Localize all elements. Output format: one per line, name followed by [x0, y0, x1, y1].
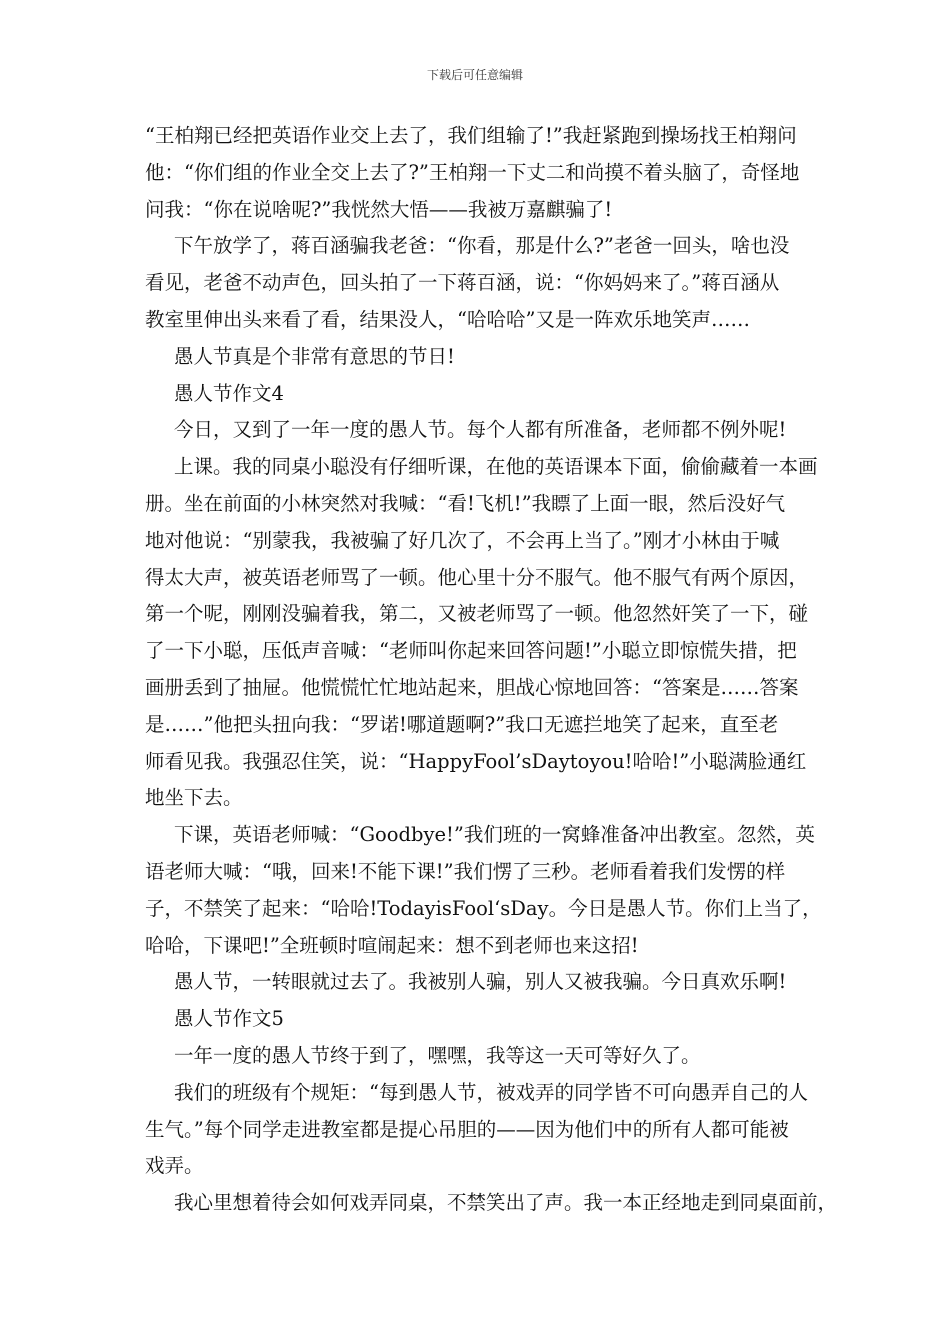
text-line: 地对他说：“别蒙我，我被骗了好几次了，不会再上当了。”刚才小林由于喊: [145, 528, 780, 552]
text-line: 教室里伸出头来看了看，结果没人，“哈哈哈”又是一阵欢乐地笑声……: [145, 307, 750, 331]
text-line: 画册丢到了抽屉。他慌慌忙忙地站起来，胆战心惊地回答：“答案是……答案: [145, 675, 799, 699]
text-line: 子，不禁笑了起来：“哈哈!TodayisFool‘sDay。今日是愚人节。你们上当了，: [145, 896, 822, 920]
text-line: 了一下小聪，压低声音喊：“老师叫你起来回答问题!”小聪立即惊慌失措，把: [145, 639, 797, 663]
text-line: 戏弄。: [145, 1154, 204, 1178]
text-line: 问我：“你在说啥呢?”我恍然大悟——我被万嘉麒骗了!: [145, 197, 613, 221]
text-line: 第一个呢，刚刚没骗着我，第二，又被老师骂了一顿。他忽然奸笑了一下，碰: [145, 602, 809, 626]
text-line: 上课。我的同桌小聪没有仔细听课，在他的英语课本下面，偷偷藏着一本画: [174, 455, 818, 479]
document-body: [145, 118, 838, 1222]
text-line: 一年一度的愚人节终于到了，嘿嘿，我等这一天可等好久了。: [174, 1043, 701, 1067]
text-line: 地坐下去。: [145, 786, 243, 810]
text-line: 愚人节真是个非常有意思的节日!: [174, 344, 455, 368]
text-line: 愚人节作文4: [174, 381, 284, 405]
text-line: “王柏翔已经把英语作业交上去了，我们组输了!”我赶紧跑到操场找王柏翔问: [145, 124, 797, 147]
text-line: 语老师大喊：“哦，回来!不能下课!”我们愣了三秒。老师看着我们发愣的样: [145, 859, 786, 883]
text-line: 我们的班级有个规矩：“每到愚人节，被戏弄的同学皆不可向愚弄自己的人: [174, 1080, 808, 1104]
text-line: 下午放学了，蒋百涵骗我老爸：“你看，那是什么?”老爸一回头，啥也没: [174, 234, 790, 258]
text-line: 他：“你们组的作业全交上去了?”王柏翔一下丈二和尚摸不着头脑了，奇怪地: [145, 160, 800, 184]
text-line: 看见，老爸不动声色，回头拍了一下蒋百涵，说：“你妈妈来了。”蒋百涵从: [145, 271, 780, 295]
text-line: 愚人节，一转眼就过去了。我被别人骗，别人又被我骗。今日真欢乐啊!: [174, 970, 787, 994]
page-header: 下载后可任意编辑: [426, 68, 523, 82]
text-line: 师看见我。我强忍住笑，说：“HappyFool’sDaytoyou!哈哈!”小聪满脸通红: [145, 749, 807, 773]
text-line: 我心里想着待会如何戏弄同桌，不禁笑出了声。我一本正经地走到同桌面前，: [174, 1191, 838, 1215]
text-line: 愚人节作文5: [174, 1007, 284, 1031]
text-line: 是……”他把头扭向我：“罗诺!哪道题啊?”我口无遮拦地笑了起来，直至老: [145, 712, 779, 736]
text-line: 生气。”每个同学走进教室都是提心吊胆的——因为他们中的所有人都可能被: [145, 1117, 789, 1141]
text-line: 下课，英语老师喊：“Goodbye!”我们班的一窝蜂准备冲出教室。忽然，英: [174, 823, 815, 847]
text-line: 册。坐在前面的小林突然对我喊：“看!飞机!”我瞟了上面一眼，然后没好气: [145, 491, 786, 515]
text-line: 哈哈，下课吧!”全班顿时喧闹起来：想不到老师也来这招!: [145, 933, 639, 957]
text-line: 今日，又到了一年一度的愚人节。每个人都有所准备，老师都不例外呢!: [174, 418, 787, 442]
text-line: 得太大声，被英语老师骂了一顿。他心里十分不服气。他不服气有两个原因，: [145, 565, 809, 589]
